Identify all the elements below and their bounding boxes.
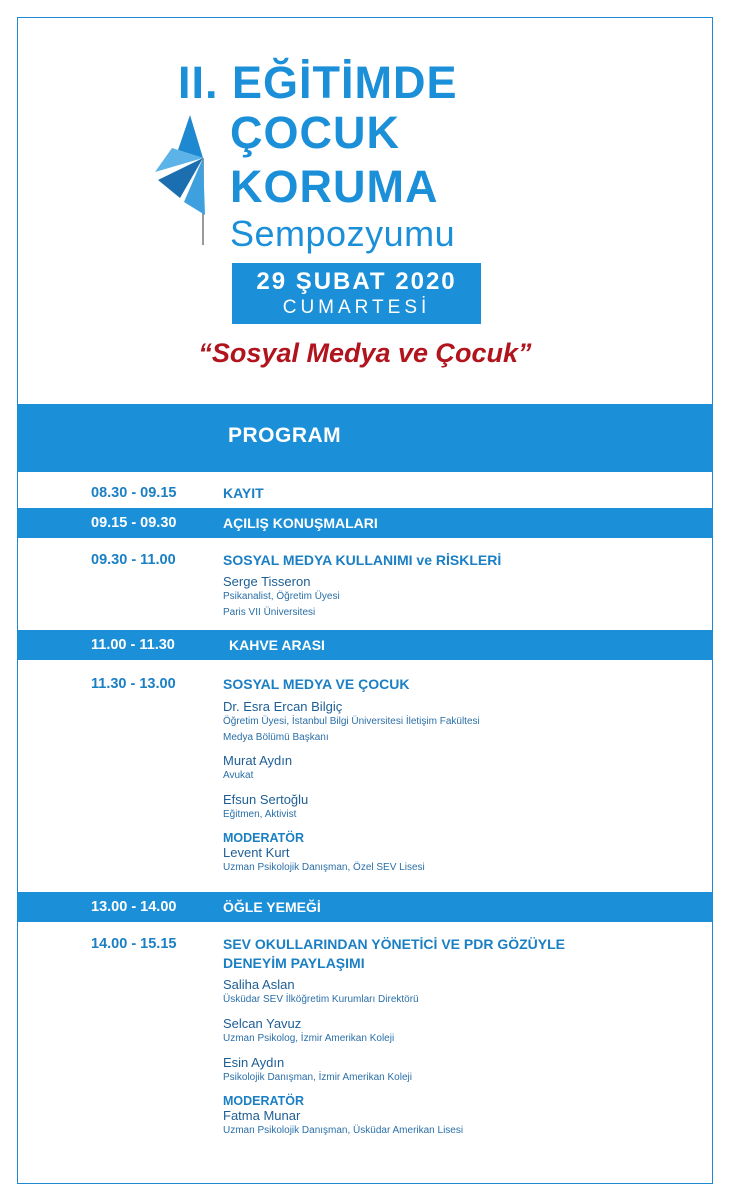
title-line-2: ÇOCUK: [230, 107, 400, 158]
moderator-block: [223, 831, 425, 876]
moderator-name: Levent Kurt: [223, 845, 290, 860]
speaker-block: [223, 977, 419, 1008]
session-time: 14.00 - 15.15: [91, 936, 177, 952]
speaker-name: Selcan Yavuz: [223, 1016, 302, 1031]
speaker-role: Psikanalist, Öğretim Üyesi: [223, 591, 340, 602]
session-topic: ÖĞLE YEMEĞİ: [223, 899, 321, 915]
event-day: CUMARTESİ: [282, 297, 431, 318]
speaker-role: Avukat: [223, 770, 254, 781]
speaker-block: [223, 574, 340, 621]
session-row: [17, 674, 713, 698]
speaker-role: Uzman Psikolog, İzmir Amerikan Koleji: [223, 1033, 395, 1044]
session-topic: SOSYAL MEDYA VE ÇOCUK: [223, 676, 410, 692]
speaker-name: Dr. Esra Ercan Bilgiç: [223, 699, 343, 714]
speaker-role: Psikolojik Danışman, İzmir Amerikan Koleji: [223, 1072, 412, 1083]
session-row-highlight: [17, 630, 713, 660]
program-heading: PROGRAM: [228, 424, 342, 447]
moderator-block: [223, 1094, 463, 1139]
session-row: [17, 482, 713, 506]
speaker-block: [223, 699, 480, 746]
session-time: 08.30 - 09.15: [91, 485, 177, 501]
moderator-label: MODERATÖR: [223, 831, 305, 845]
speaker-block: [223, 792, 308, 823]
session-topic: SOSYAL MEDYA KULLANIMI ve RİSKLERİ: [223, 552, 502, 568]
session-topic: AÇILIŞ KONUŞMALARI: [223, 515, 378, 531]
session-time: 09.30 - 11.00: [91, 552, 176, 568]
speaker-name: Saliha Aslan: [223, 977, 295, 992]
session-topic: KAYIT: [223, 485, 264, 501]
session-time: 13.00 - 14.00: [91, 899, 177, 915]
title-line-1: II. EĞİTİMDE: [178, 57, 458, 108]
speaker-role: Eğitmen, Aktivist: [223, 809, 297, 820]
speaker-role: Üsküdar SEV İlköğretim Kurumları Direktörü: [223, 994, 419, 1005]
speaker-block: [223, 753, 292, 784]
speaker-name: Murat Aydın: [223, 753, 293, 768]
session-row-highlight: [17, 892, 713, 922]
session-topic-line2: DENEYİM PAYLAŞIMI: [223, 955, 365, 971]
speaker-block: [223, 1055, 412, 1086]
pinwheel-icon: [150, 110, 210, 260]
session-time: 11.30 - 13.00: [91, 676, 176, 692]
session-row: [17, 934, 713, 974]
session-time: 09.15 - 09.30: [91, 515, 177, 531]
symposium-logo: [150, 57, 510, 260]
title-line-3: KORUMA: [230, 161, 439, 212]
theme-title: “Sosyal Medya ve Çocuk”: [198, 338, 532, 368]
session-topic: KAHVE ARASI: [229, 637, 325, 653]
session-time: 11.00 - 11.30: [91, 637, 175, 653]
session-row: [17, 550, 713, 620]
moderator-role: Uzman Psikolojik Danışman, Üsküdar Amerikan Lisesi: [223, 1125, 464, 1136]
moderator-role: Uzman Psikolojik Danışman, Özel SEV Lisesi: [223, 862, 425, 873]
speaker-name: Serge Tisseron: [223, 574, 311, 589]
session-row-highlight: [17, 508, 713, 538]
date-badge: [232, 263, 481, 324]
program-header: [17, 404, 713, 472]
session-topic: SEV OKULLARINDAN YÖNETİCİ VE PDR GÖZÜYLE: [223, 936, 565, 952]
speaker-name: Esin Aydın: [223, 1055, 285, 1070]
moderator-label: MODERATÖR: [223, 1094, 305, 1108]
speaker-role: Paris VII Üniversitesi: [223, 607, 316, 618]
speaker-name: Efsun Sertoğlu: [223, 792, 309, 807]
speaker-role: Öğretim Üyesi, İstanbul Bilgi Üniversitesi İletişim Fakültesi: [223, 716, 480, 727]
title-line-4: Sempozyumu: [230, 213, 456, 254]
moderator-name: Fatma Munar: [223, 1108, 301, 1123]
speaker-block: [223, 1016, 394, 1047]
speaker-role: Medya Bölümü Başkanı: [223, 732, 329, 743]
event-date: 29 ŞUBAT 2020: [256, 268, 457, 295]
